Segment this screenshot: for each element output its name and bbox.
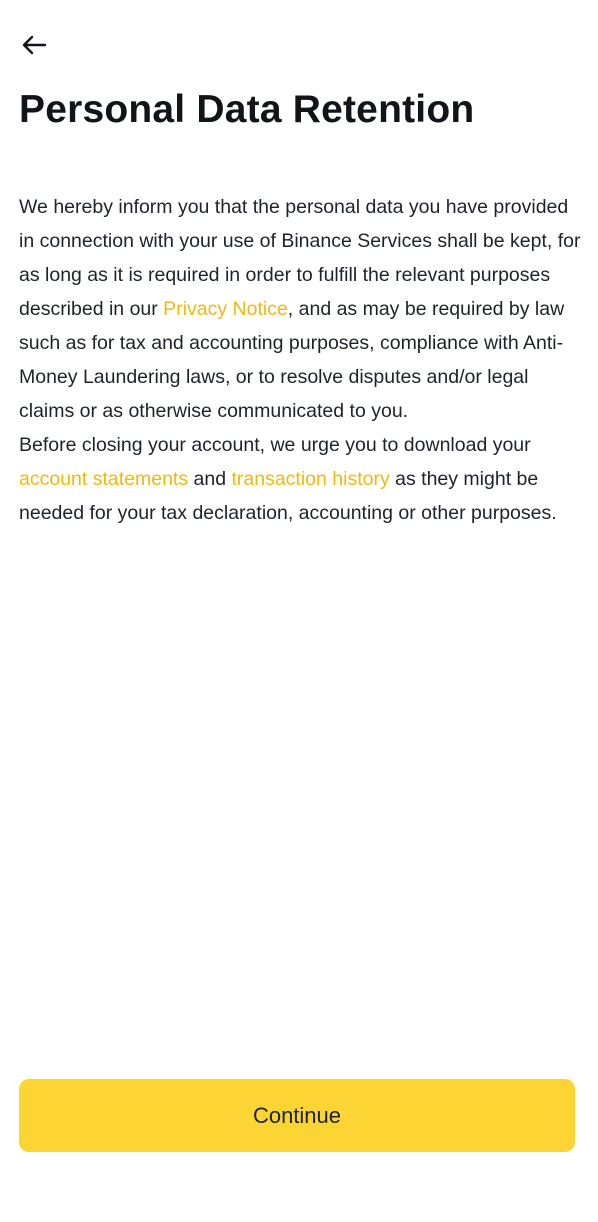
retention-paragraph	[19, 190, 581, 428]
paragraph-text: We hereby inform you that the personal data you have provided in connection with your use of Binance Services shall be kept, for as long as it is required in order to fulfill the relevant purposes described in our	[19, 196, 581, 320]
arrow-left-icon	[21, 35, 47, 55]
paragraph-text: and	[188, 468, 232, 490]
paragraph-text: as they might be needed for your tax declaration, accounting or other purposes.	[19, 468, 557, 524]
paragraph-text: Before closing your account, we urge you to download your	[19, 434, 531, 456]
retention-notice-text	[19, 190, 581, 530]
transaction-history-link[interactable]: transaction history	[231, 468, 390, 490]
account-statements-link[interactable]: account statements	[19, 468, 189, 490]
back-button[interactable]	[14, 28, 54, 62]
continue-button[interactable]: Continue	[19, 1079, 575, 1152]
privacy-notice-link[interactable]: Privacy Notice	[163, 298, 288, 320]
paragraph-text: , and as may be required by law such as for tax and accounting purposes, compliance with Anti-Money Laundering laws, or to resolve disputes and/or legal claims or as otherwise communicated to you.	[19, 298, 565, 422]
download-advice-paragraph	[19, 428, 581, 530]
page-title: Personal Data Retention	[19, 88, 475, 131]
